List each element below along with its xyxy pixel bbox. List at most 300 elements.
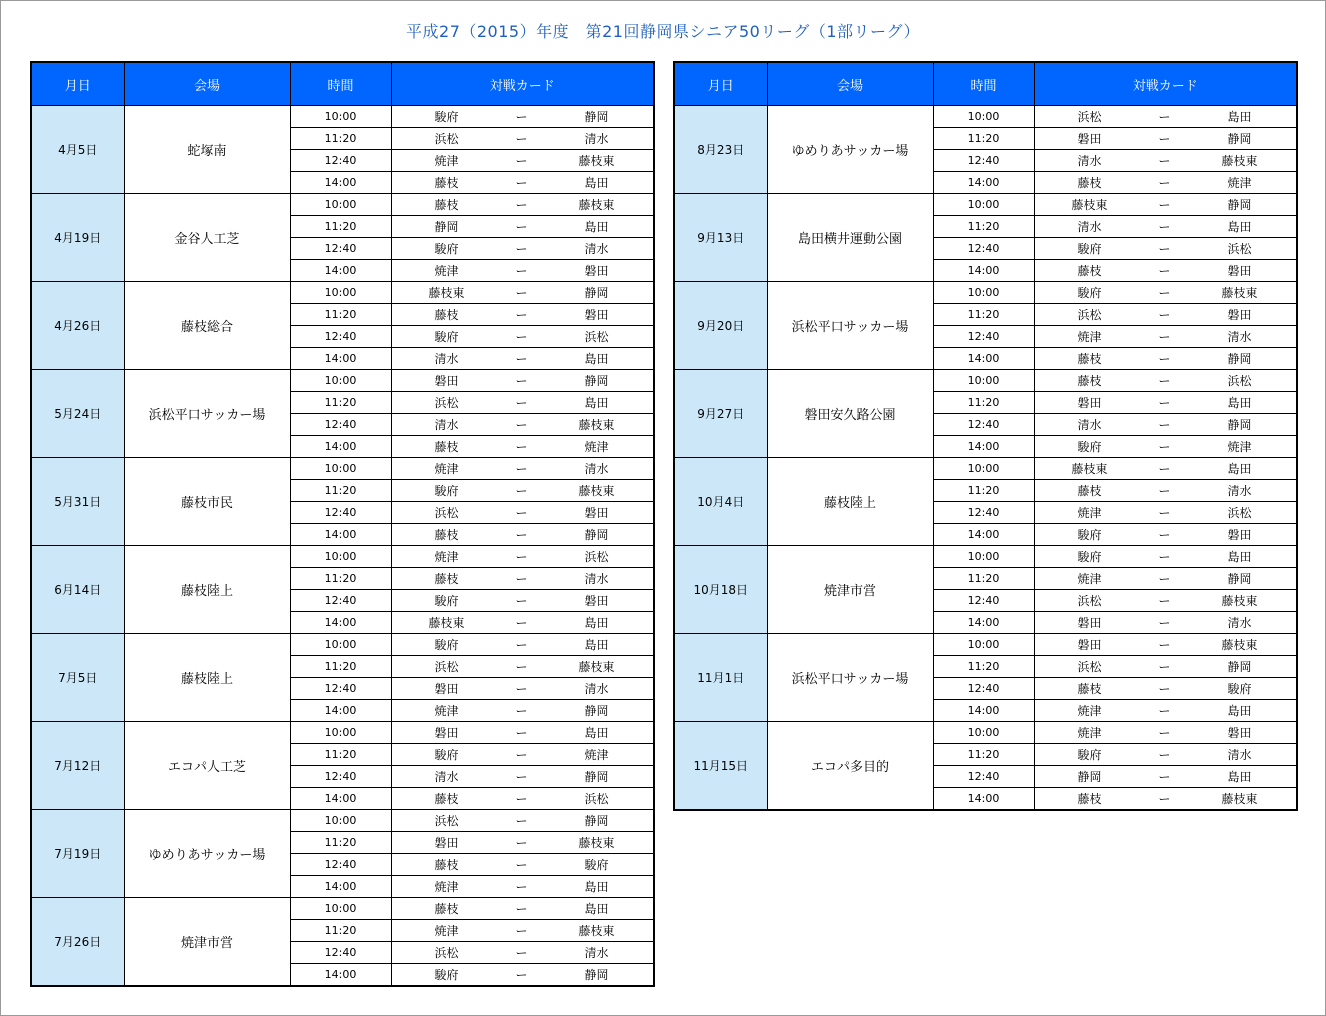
match-card <box>1035 590 1297 611</box>
kickoff-time-cell: 10:00 <box>290 458 391 480</box>
match-date-cell: 9月20日 <box>674 282 767 370</box>
match-card-cell <box>391 876 654 898</box>
schedule-table-left <box>30 61 655 987</box>
kickoff-time-cell: 10:00 <box>933 194 1034 216</box>
kickoff-time-cell: 12:40 <box>933 326 1034 348</box>
home-team: 焼津 <box>1077 726 1102 740</box>
home-team: 浜松 <box>1077 110 1102 124</box>
versus-dash: ー <box>515 858 528 872</box>
match-card-cell <box>391 216 654 238</box>
home-team: 磐田 <box>434 836 459 850</box>
home-team: 清水 <box>434 418 459 432</box>
away-team: 磐田 <box>1227 528 1252 542</box>
kickoff-time-cell: 12:40 <box>933 678 1034 700</box>
versus-dash: ー <box>1158 286 1171 300</box>
home-team: 磐田 <box>1077 132 1102 146</box>
match-card-cell <box>1034 172 1297 194</box>
match-card-cell <box>1034 128 1297 150</box>
kickoff-time-cell: 14:00 <box>290 172 391 194</box>
away-team: 磐田 <box>1227 264 1252 278</box>
versus-dash: ー <box>515 660 528 674</box>
header-venue: 会場 <box>124 62 290 106</box>
match-date-cell: 8月23日 <box>674 106 767 194</box>
match-card-cell <box>391 722 654 744</box>
kickoff-time-cell: 14:00 <box>933 436 1034 458</box>
kickoff-time-cell: 12:40 <box>290 590 391 612</box>
away-team: 藤枝東 <box>578 418 615 432</box>
match-card <box>392 920 654 941</box>
header-row <box>674 62 1297 106</box>
away-team: 浜松 <box>584 550 609 564</box>
match-card-cell <box>1034 744 1297 766</box>
match-card <box>392 392 654 413</box>
away-team: 島田 <box>584 726 609 740</box>
match-card-cell <box>1034 150 1297 172</box>
match-date-cell: 10月18日 <box>674 546 767 634</box>
match-card <box>1035 238 1297 259</box>
versus-dash: ー <box>1158 638 1171 652</box>
match-row <box>674 282 1297 304</box>
kickoff-time-cell: 14:00 <box>290 876 391 898</box>
versus-dash: ー <box>1158 462 1171 476</box>
match-card-cell <box>1034 304 1297 326</box>
match-card <box>392 942 654 963</box>
versus-dash: ー <box>515 880 528 894</box>
match-card <box>392 304 654 325</box>
header-time: 時間 <box>290 62 391 106</box>
versus-dash: ー <box>1158 748 1171 762</box>
away-team: 清水 <box>584 572 609 586</box>
match-card-cell <box>391 766 654 788</box>
away-team: 磐田 <box>584 308 609 322</box>
venue-cell: 浜松平口サッカー場 <box>767 282 933 370</box>
home-team: 藤枝東 <box>1071 462 1108 476</box>
match-card-cell <box>1034 414 1297 436</box>
match-card-cell <box>391 414 654 436</box>
kickoff-time-cell: 10:00 <box>290 194 391 216</box>
versus-dash: ー <box>1158 528 1171 542</box>
kickoff-time-cell: 11:20 <box>290 568 391 590</box>
versus-dash: ー <box>515 814 528 828</box>
match-card <box>1035 612 1297 633</box>
home-team: 藤枝 <box>434 176 459 190</box>
match-card-cell <box>1034 612 1297 634</box>
away-team: 清水 <box>584 682 609 696</box>
home-team: 駿府 <box>434 968 459 982</box>
home-team: 浜松 <box>434 506 459 520</box>
away-team: 島田 <box>1227 220 1252 234</box>
home-team: 藤枝 <box>1077 176 1102 190</box>
match-card <box>1035 568 1297 589</box>
match-card-cell <box>1034 788 1297 811</box>
match-card-cell <box>391 524 654 546</box>
match-date-cell: 4月5日 <box>31 106 124 194</box>
match-card-cell <box>391 810 654 832</box>
away-team: 藤枝東 <box>578 154 615 168</box>
match-card <box>1035 524 1297 545</box>
kickoff-time-cell: 10:00 <box>933 106 1034 128</box>
header-date: 月日 <box>31 62 124 106</box>
match-card-cell <box>1034 458 1297 480</box>
versus-dash: ー <box>515 748 528 762</box>
match-card <box>1035 766 1297 787</box>
match-card-cell <box>391 590 654 612</box>
match-card-cell <box>1034 238 1297 260</box>
versus-dash: ー <box>515 792 528 806</box>
versus-dash: ー <box>515 330 528 344</box>
match-card-cell <box>1034 326 1297 348</box>
match-card-cell <box>1034 282 1297 304</box>
home-team: 焼津 <box>434 924 459 938</box>
match-date-cell: 9月13日 <box>674 194 767 282</box>
away-team: 静岡 <box>1227 198 1252 212</box>
kickoff-time-cell: 11:20 <box>933 216 1034 238</box>
away-team: 浜松 <box>1227 374 1252 388</box>
match-card <box>1035 436 1297 457</box>
match-card-cell <box>391 480 654 502</box>
venue-cell: 浜松平口サッカー場 <box>124 370 290 458</box>
kickoff-time-cell: 14:00 <box>290 260 391 282</box>
home-team: 藤枝東 <box>428 616 465 630</box>
match-card-cell <box>391 612 654 634</box>
home-team: 藤枝 <box>1077 264 1102 278</box>
match-date-cell: 5月24日 <box>31 370 124 458</box>
match-card-cell <box>391 260 654 282</box>
venue-cell: エコパ多目的 <box>767 722 933 811</box>
home-team: 浜松 <box>1077 594 1102 608</box>
kickoff-time-cell: 10:00 <box>933 634 1034 656</box>
away-team: 島田 <box>584 220 609 234</box>
kickoff-time-cell: 10:00 <box>933 370 1034 392</box>
away-team: 藤枝東 <box>1221 154 1258 168</box>
match-date-cell: 4月19日 <box>31 194 124 282</box>
match-card <box>1035 546 1297 567</box>
venue-cell: 藤枝市民 <box>124 458 290 546</box>
match-date-cell: 7月19日 <box>31 810 124 898</box>
away-team: 島田 <box>1227 704 1252 718</box>
match-row <box>31 634 654 656</box>
kickoff-time-cell: 10:00 <box>290 282 391 304</box>
kickoff-time-cell: 12:40 <box>290 326 391 348</box>
away-team: 島田 <box>584 396 609 410</box>
schedule-body-right <box>674 106 1297 811</box>
away-team: 清水 <box>584 462 609 476</box>
versus-dash: ー <box>515 374 528 388</box>
match-date-cell: 7月5日 <box>31 634 124 722</box>
match-card <box>392 150 654 171</box>
match-card <box>392 502 654 523</box>
home-team: 駿府 <box>434 594 459 608</box>
versus-dash: ー <box>515 594 528 608</box>
versus-dash: ー <box>515 484 528 498</box>
match-row <box>674 634 1297 656</box>
venue-cell: エコパ人工芝 <box>124 722 290 810</box>
match-card <box>1035 656 1297 677</box>
home-team: 藤枝 <box>434 858 459 872</box>
away-team: 島田 <box>1227 462 1252 476</box>
kickoff-time-cell: 14:00 <box>933 612 1034 634</box>
versus-dash: ー <box>515 528 528 542</box>
match-card-cell <box>391 348 654 370</box>
match-card <box>392 370 654 391</box>
match-card-cell <box>1034 722 1297 744</box>
match-card-cell <box>1034 546 1297 568</box>
away-team: 静岡 <box>1227 660 1252 674</box>
match-card-cell <box>1034 766 1297 788</box>
away-team: 島田 <box>1227 396 1252 410</box>
away-team: 静岡 <box>1227 352 1252 366</box>
away-team: 静岡 <box>584 374 609 388</box>
kickoff-time-cell: 10:00 <box>290 810 391 832</box>
match-card-cell <box>391 546 654 568</box>
kickoff-time-cell: 10:00 <box>290 370 391 392</box>
home-team: 清水 <box>1077 154 1102 168</box>
home-team: 焼津 <box>1077 704 1102 718</box>
kickoff-time-cell: 12:40 <box>290 238 391 260</box>
versus-dash: ー <box>515 132 528 146</box>
venue-cell: 藤枝陸上 <box>124 546 290 634</box>
home-team: 浜松 <box>434 946 459 960</box>
match-card-cell <box>391 634 654 656</box>
versus-dash: ー <box>515 462 528 476</box>
versus-dash: ー <box>1158 704 1171 718</box>
header-date: 月日 <box>674 62 767 106</box>
match-card <box>392 414 654 435</box>
versus-dash: ー <box>1158 110 1171 124</box>
match-card-cell <box>391 964 654 987</box>
match-card-cell <box>391 656 654 678</box>
versus-dash: ー <box>515 902 528 916</box>
match-card <box>392 612 654 633</box>
away-team: 島田 <box>1227 550 1252 564</box>
venue-cell: 金谷人工芝 <box>124 194 290 282</box>
away-team: 島田 <box>584 902 609 916</box>
match-card <box>392 898 654 919</box>
match-card <box>392 480 654 501</box>
versus-dash: ー <box>515 418 528 432</box>
home-team: 藤枝 <box>434 528 459 542</box>
match-card-cell <box>391 392 654 414</box>
header-match: 対戦カード <box>1034 62 1297 106</box>
match-card-cell <box>391 744 654 766</box>
match-date-cell: 11月15日 <box>674 722 767 811</box>
home-team: 藤枝 <box>434 198 459 212</box>
match-card <box>392 194 654 215</box>
home-team: 駿府 <box>1077 286 1102 300</box>
match-card <box>1035 788 1297 809</box>
away-team: 焼津 <box>584 748 609 762</box>
venue-cell: 藤枝陸上 <box>124 634 290 722</box>
home-team: 藤枝 <box>1077 352 1102 366</box>
match-card-cell <box>391 326 654 348</box>
versus-dash: ー <box>515 638 528 652</box>
match-card <box>392 458 654 479</box>
match-card <box>392 876 654 897</box>
match-card-cell <box>1034 216 1297 238</box>
versus-dash: ー <box>515 946 528 960</box>
match-card-cell <box>1034 634 1297 656</box>
away-team: 島田 <box>584 880 609 894</box>
home-team: 静岡 <box>1077 770 1102 784</box>
match-card <box>1035 722 1297 743</box>
versus-dash: ー <box>515 726 528 740</box>
kickoff-time-cell: 14:00 <box>290 612 391 634</box>
home-team: 浜松 <box>434 396 459 410</box>
kickoff-time-cell: 10:00 <box>290 546 391 568</box>
versus-dash: ー <box>1158 484 1171 498</box>
home-team: 藤枝 <box>434 308 459 322</box>
away-team: 磐田 <box>584 594 609 608</box>
versus-dash: ー <box>515 154 528 168</box>
match-card <box>392 832 654 853</box>
match-card <box>1035 700 1297 721</box>
match-card <box>392 106 654 127</box>
match-date-cell: 9月27日 <box>674 370 767 458</box>
match-card <box>1035 194 1297 215</box>
kickoff-time-cell: 14:00 <box>290 964 391 987</box>
home-team: 焼津 <box>434 880 459 894</box>
kickoff-time-cell: 11:20 <box>933 744 1034 766</box>
header-time: 時間 <box>933 62 1034 106</box>
home-team: 清水 <box>434 770 459 784</box>
match-card-cell <box>1034 678 1297 700</box>
versus-dash: ー <box>515 286 528 300</box>
home-team: 磐田 <box>1077 616 1102 630</box>
away-team: 島田 <box>1227 110 1252 124</box>
venue-cell: 藤枝総合 <box>124 282 290 370</box>
kickoff-time-cell: 11:20 <box>290 216 391 238</box>
match-card <box>392 216 654 237</box>
venue-cell: 焼津市営 <box>767 546 933 634</box>
away-team: 島田 <box>584 638 609 652</box>
versus-dash: ー <box>515 198 528 212</box>
away-team: 清水 <box>584 946 609 960</box>
home-team: 藤枝 <box>1077 682 1102 696</box>
match-date-cell: 11月1日 <box>674 634 767 722</box>
match-card <box>1035 216 1297 237</box>
away-team: 駿府 <box>584 858 609 872</box>
away-team: 藤枝東 <box>578 924 615 938</box>
away-team: 駿府 <box>1227 682 1252 696</box>
match-card-cell <box>391 282 654 304</box>
kickoff-time-cell: 11:20 <box>933 304 1034 326</box>
schedule-body-left <box>31 106 654 987</box>
home-team: 駿府 <box>1077 550 1102 564</box>
venue-cell: 蛇塚南 <box>124 106 290 194</box>
away-team: 磐田 <box>1227 726 1252 740</box>
away-team: 藤枝東 <box>578 198 615 212</box>
away-team: 静岡 <box>584 528 609 542</box>
match-row <box>674 106 1297 128</box>
match-row <box>31 546 654 568</box>
match-card <box>392 546 654 567</box>
away-team: 島田 <box>584 176 609 190</box>
away-team: 藤枝東 <box>578 660 615 674</box>
home-team: 焼津 <box>434 264 459 278</box>
home-team: 駿府 <box>1077 242 1102 256</box>
home-team: 駿府 <box>1077 748 1102 762</box>
home-team: 磐田 <box>1077 396 1102 410</box>
match-row <box>31 810 654 832</box>
match-card <box>392 634 654 655</box>
versus-dash: ー <box>1158 682 1171 696</box>
match-row <box>31 370 654 392</box>
match-card-cell <box>391 106 654 128</box>
venue-cell: ゆめりあサッカー場 <box>124 810 290 898</box>
away-team: 磐田 <box>584 264 609 278</box>
versus-dash: ー <box>1158 550 1171 564</box>
home-team: 焼津 <box>1077 572 1102 586</box>
match-date-cell: 5月31日 <box>31 458 124 546</box>
match-card <box>392 766 654 787</box>
kickoff-time-cell: 11:20 <box>290 744 391 766</box>
home-team: 浜松 <box>434 660 459 674</box>
home-team: 浜松 <box>434 132 459 146</box>
versus-dash: ー <box>515 264 528 278</box>
match-card-cell <box>391 238 654 260</box>
kickoff-time-cell: 11:20 <box>290 656 391 678</box>
match-card <box>392 568 654 589</box>
kickoff-time-cell: 11:20 <box>290 832 391 854</box>
versus-dash: ー <box>515 110 528 124</box>
kickoff-time-cell: 11:20 <box>933 568 1034 590</box>
versus-dash: ー <box>1158 440 1171 454</box>
match-card-cell <box>1034 106 1297 128</box>
kickoff-time-cell: 11:20 <box>933 128 1034 150</box>
kickoff-time-cell: 11:20 <box>290 920 391 942</box>
match-card <box>392 326 654 347</box>
match-card <box>392 788 654 809</box>
kickoff-time-cell: 11:20 <box>290 392 391 414</box>
match-row <box>31 106 654 128</box>
match-card-cell <box>1034 590 1297 612</box>
versus-dash: ー <box>515 836 528 850</box>
away-team: 静岡 <box>1227 572 1252 586</box>
kickoff-time-cell: 12:40 <box>933 238 1034 260</box>
home-team: 磐田 <box>434 726 459 740</box>
kickoff-time-cell: 14:00 <box>933 788 1034 811</box>
kickoff-time-cell: 14:00 <box>933 700 1034 722</box>
header-row <box>31 62 654 106</box>
away-team: 清水 <box>1227 330 1252 344</box>
match-card <box>1035 260 1297 281</box>
kickoff-time-cell: 12:40 <box>290 766 391 788</box>
home-team: 清水 <box>434 352 459 366</box>
kickoff-time-cell: 12:40 <box>290 942 391 964</box>
away-team: 清水 <box>584 132 609 146</box>
match-row <box>674 458 1297 480</box>
home-team: 焼津 <box>1077 330 1102 344</box>
home-team: 静岡 <box>434 220 459 234</box>
page-title: 平成27（2015）年度 第21回静岡県シニア50リーグ（1部リーグ） <box>406 22 920 41</box>
versus-dash: ー <box>1158 374 1171 388</box>
home-team: 清水 <box>1077 220 1102 234</box>
match-card <box>392 854 654 875</box>
home-team: 駿府 <box>434 110 459 124</box>
home-team: 藤枝 <box>434 572 459 586</box>
versus-dash: ー <box>1158 132 1171 146</box>
match-card <box>1035 172 1297 193</box>
match-card <box>392 260 654 281</box>
kickoff-time-cell: 11:20 <box>290 480 391 502</box>
versus-dash: ー <box>1158 506 1171 520</box>
away-team: 藤枝東 <box>1221 286 1258 300</box>
match-row <box>31 282 654 304</box>
home-team: 駿府 <box>434 748 459 762</box>
match-card-cell <box>391 458 654 480</box>
match-card <box>1035 392 1297 413</box>
match-card <box>1035 634 1297 655</box>
